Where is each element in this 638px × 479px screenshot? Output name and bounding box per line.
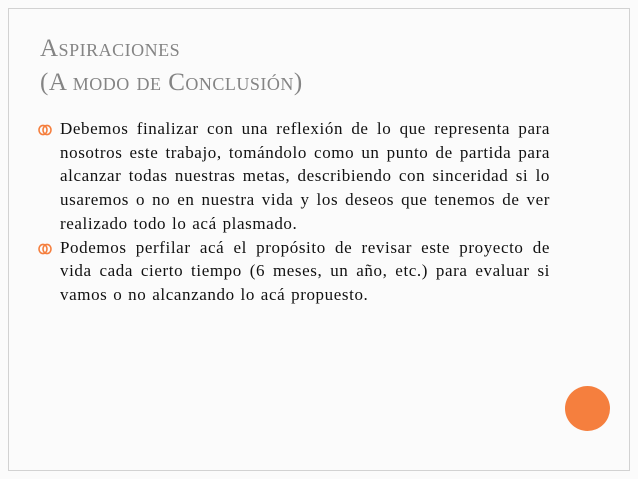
decorative-orange-circle: [565, 386, 610, 431]
title-line-2: (A modo de Conclusión): [40, 69, 303, 96]
ornate-bullet-icon: [38, 124, 52, 136]
bullet-item: [38, 236, 550, 307]
title-line-1: Aspiraciones: [40, 35, 181, 62]
ornate-bullet-icon: [38, 243, 52, 255]
bullet-text: Podemos perfilar acá el propósito de revisar este proyecto de vida cada cierto tiempo (6 meses, un año, etc.) para evaluar si vamos o no alcanzando lo acá propuesto.: [60, 237, 550, 304]
slide-title: [40, 32, 560, 100]
bullet-item: [38, 117, 550, 236]
bullet-list: [38, 117, 550, 307]
bullet-text: Debemos finalizar con una reflexión de lo que representa para nosotros este trabajo, tomándolo como un punto de partida para alcanzar todas nuestras metas, describiendo con sinceridad si lo usaremos o no en nuestra vida y los deseos que tenemos de ver realizado todo lo acá plasmado.: [60, 119, 550, 233]
